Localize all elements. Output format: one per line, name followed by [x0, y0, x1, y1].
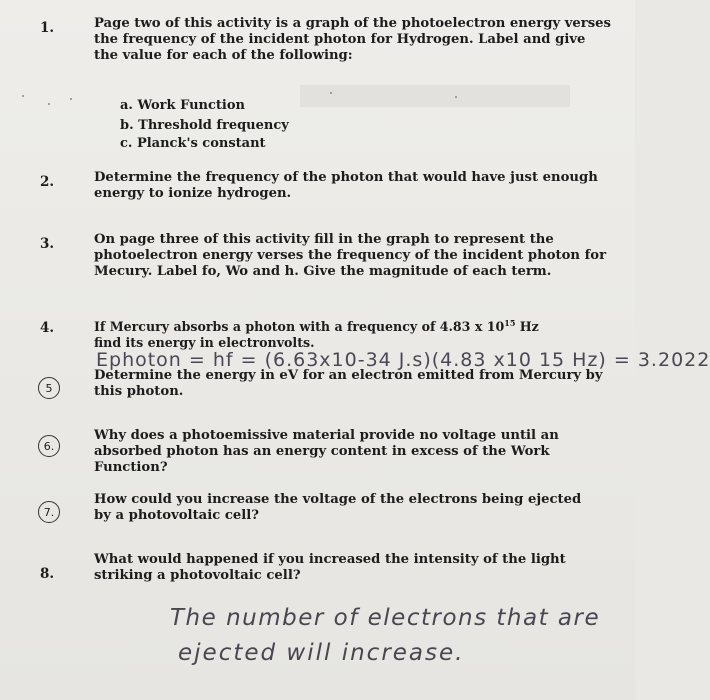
question-number-circled: 7.	[38, 501, 60, 523]
question-number: 2.	[40, 174, 55, 190]
paper-speck	[455, 96, 457, 98]
paper-speck	[330, 92, 332, 94]
handwritten-answer: ejected will increase.	[178, 640, 465, 666]
question-text: If Mercury absorbs a photon with a frequency of 4.83 x $10^{15}$ Hz find its energy in electronvolts.	[94, 318, 539, 351]
question-text: Determine the frequency of the photon that would have just enough energy to ionize hydrogen.	[94, 170, 598, 201]
list-item: b. Threshold frequency	[120, 118, 289, 133]
question-number: 8.	[40, 566, 55, 582]
question-number-circled: 5	[38, 377, 60, 399]
paper-speck	[22, 95, 24, 97]
paper-speck	[48, 103, 50, 105]
question-text: On page three of this activity fill in the graph to represent the photoelectron energy verses the frequency of the incident photon for Mecury. Label fo, Wo and h. Give the magnitude of each term.	[94, 232, 607, 279]
question-text: Why does a photoemissive material provide no voltage until an absorbed photon has an energy content in excess of the Work Function?	[94, 428, 559, 475]
question-text: Page two of this activity is a graph of the photoelectron energy verses the frequency of the incident photon for Hydrogen. Label and give the value for each of the following:	[94, 16, 611, 63]
question-number: 3.	[40, 236, 55, 252]
question-text: Determine the energy in eV for an electron emitted from Mercury by this photon.	[94, 368, 603, 399]
list-item: a. Work Function	[120, 98, 245, 113]
question-number-circled: 6.	[38, 435, 60, 457]
handwritten-answer: The number of electrons that are	[170, 605, 601, 631]
question-text: What would happened if you increased the intensity of the light striking a photovoltaic cell?	[94, 552, 566, 583]
paper-shadow	[300, 85, 570, 107]
question-text: How could you increase the voltage of the electrons being ejected by a photovoltaic cell?	[94, 492, 582, 523]
paper-speck	[70, 98, 72, 100]
list-item: c. Planck's constant	[120, 136, 266, 151]
handwritten-calculation: Ephoton = hf = (6.63x10-34 J.s)(4.83 x10 15 Hz) = 3.2022	[96, 349, 710, 371]
question-number: 1.	[40, 20, 55, 36]
question-number: 4.	[40, 320, 55, 336]
